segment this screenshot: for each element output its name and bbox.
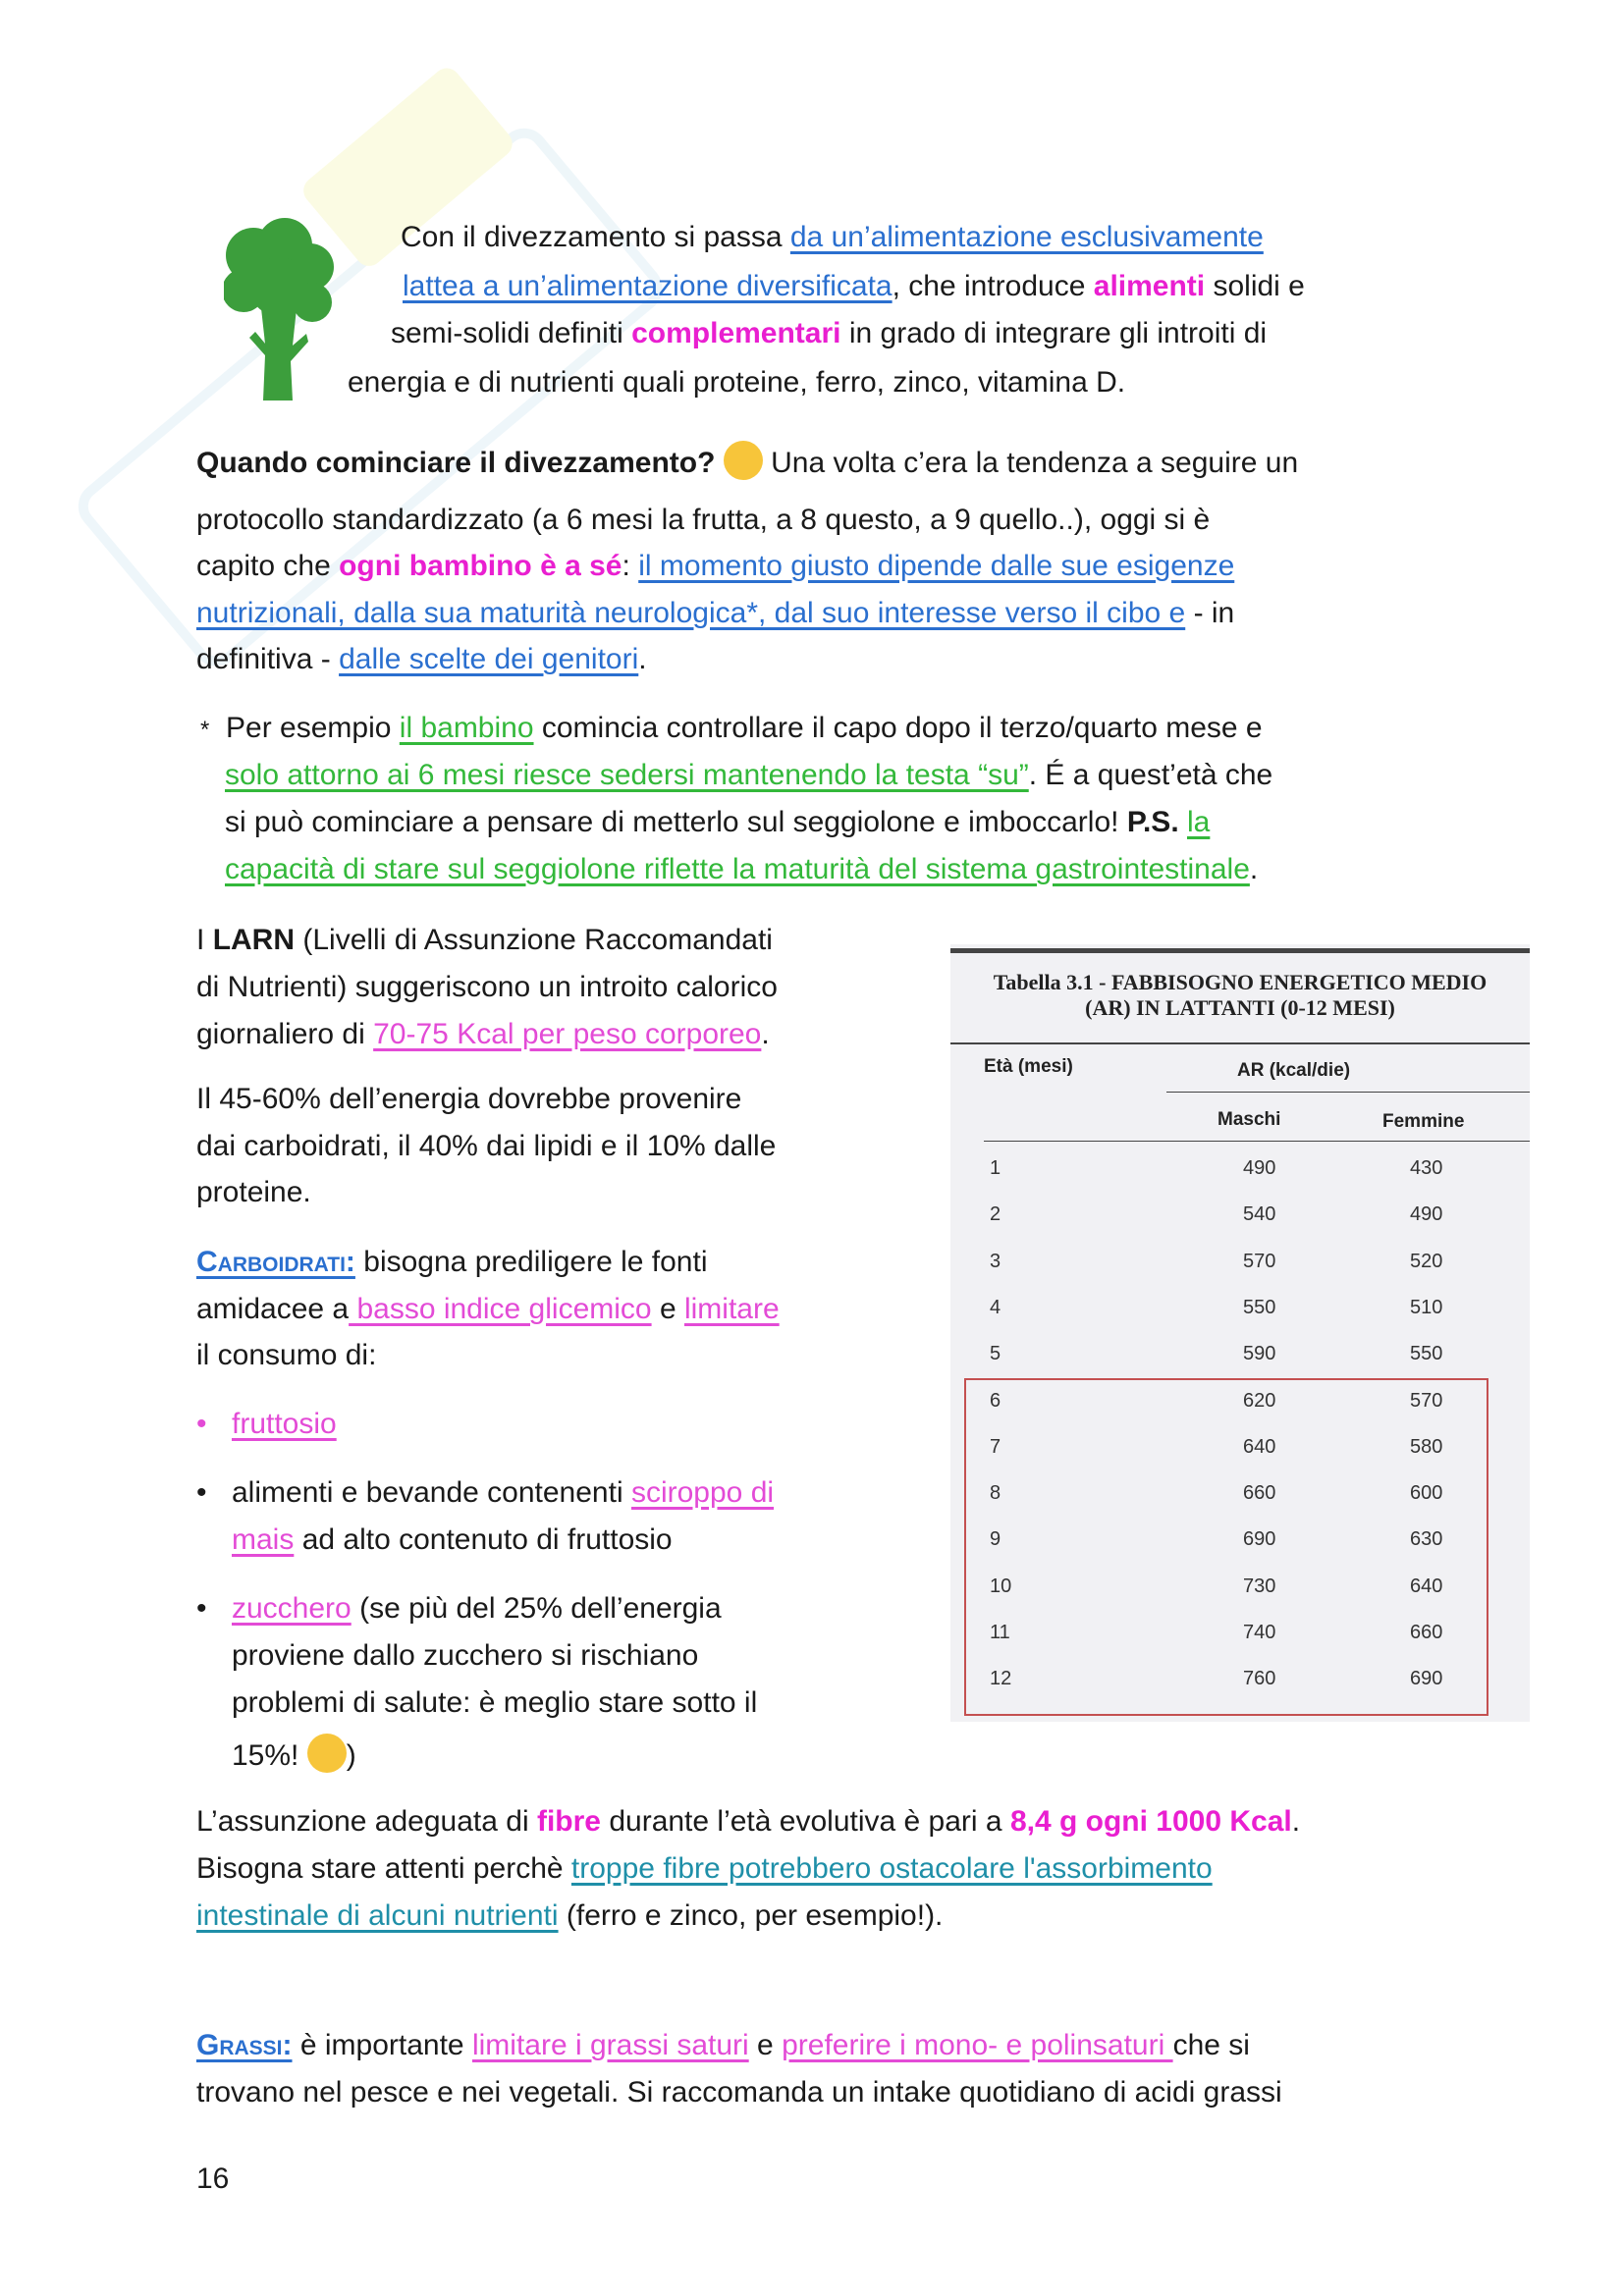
table-title-1: Tabella 3.1 - FABBISOGNO ENERGETICO MEDIO	[993, 970, 1488, 994]
table-cell-age: 2	[990, 1203, 1001, 1226]
table-rule-sub	[1166, 1092, 1530, 1093]
note-link-1[interactable]: il bambino	[399, 712, 534, 744]
carbs-link-2[interactable]: limitare	[683, 1293, 780, 1325]
fats-line-1: Grassi: è importante limitare i grassi saturi e preferire i mono- e polinsaturi che si	[196, 2029, 1250, 2061]
fibre-link-2[interactable]: intestinale di alcuni nutrienti	[196, 1899, 559, 1932]
energy-line-3: proteine.	[196, 1176, 311, 1208]
table-cell-male: 490	[1243, 1157, 1276, 1179]
table-cell-male: 660	[1243, 1482, 1276, 1505]
when-link-2[interactable]: nutrizionali, dalla sua maturità neurologica*, dal suo interesse verso il cibo e	[196, 597, 1186, 629]
carbs-link-1[interactable]: basso indice glicemico	[349, 1293, 652, 1325]
carbs-line-1: Carboidrati: bisogna prediligere le fonti	[196, 1246, 708, 1278]
fats-link-1[interactable]: limitare i grassi saturi	[471, 2029, 749, 2061]
fibre-line-1: L’assunzione adeguata di fibre durante l’età evolutiva è pari a 8,4 g ogni 1000 Kcal.	[196, 1805, 1301, 1838]
table-cell-age: 6	[990, 1389, 1001, 1412]
table-cell-age: 3	[990, 1250, 1001, 1272]
list-item: • alimenti e bevande contenenti sciroppo di mais ad alto contenuto di fruttosio	[196, 1476, 775, 1556]
table-cell-male: 740	[1243, 1622, 1276, 1643]
table-cell-female: 690	[1410, 1668, 1443, 1690]
col-header-ar: AR (kcal/die)	[1237, 1060, 1351, 1081]
energy-line-2: dai carboidrati, il 40% dai lipidi e il 10% dalle	[196, 1130, 777, 1162]
highlight-box	[964, 1378, 1488, 1716]
table-rule-header	[950, 1042, 1530, 1044]
note-line-1: * Per esempio il bambino comincia controllare il capo dopo il terzo/quarto mese e	[200, 712, 1263, 744]
when-line-5: definitiva - dalle scelte dei genitori.	[196, 643, 647, 675]
table-cell-male: 620	[1243, 1389, 1276, 1412]
col-header-male: Maschi	[1217, 1109, 1281, 1130]
table-cell-female: 550	[1410, 1343, 1443, 1365]
table-rule-top	[950, 948, 1530, 953]
table-cell-age: 5	[990, 1343, 1001, 1365]
fibre-link-1[interactable]: troppe fibre potrebbero ostacolare l'assorbimento	[570, 1852, 1213, 1885]
table-cell-age: 4	[990, 1296, 1001, 1318]
table-cell-age: 8	[990, 1482, 1001, 1505]
intro-line-2: lattea a un’alimentazione diversificata, che introduce alimenti solidi e	[403, 270, 1305, 302]
table-title-2: (AR) IN LATTANTI (0-12 MESI)	[1085, 995, 1395, 1020]
intro-link-2[interactable]: lattea a un’alimentazione diversificata	[403, 270, 893, 302]
wink-emoji-icon	[307, 1734, 347, 1773]
carbs-heading: Carboidrati:	[196, 1246, 355, 1278]
when-question: Quando cominciare il divezzamento?	[196, 447, 716, 479]
table-cell-male: 570	[1243, 1250, 1276, 1272]
note-line-2: solo attorno ai 6 mesi riesce sedersi mantenendo la testa “su”. É a quest’età che	[225, 759, 1273, 791]
intro-line-3: semi-solidi definiti complementari in grado di integrare gli introiti di	[391, 317, 1268, 349]
larn-link[interactable]: 70-75 Kcal per peso corporeo	[373, 1018, 762, 1050]
fruttosio-link[interactable]: fruttosio	[232, 1408, 337, 1440]
intro-link-1[interactable]: da un’alimentazione esclusivamente	[789, 221, 1264, 253]
broccoli-icon	[224, 218, 334, 404]
when-line-1: Quando cominciare il divezzamento? Una volta c’era la tendenza a seguire un	[196, 440, 1298, 487]
sciroppo-link-1[interactable]: sciroppo di	[630, 1476, 775, 1509]
table-cell-male: 690	[1243, 1528, 1276, 1551]
larn-line-3: giornaliero di 70-75 Kcal per peso corporeo.	[196, 1018, 770, 1050]
table-cell-male: 730	[1243, 1575, 1276, 1597]
when-line-3: capito che ogni bambino è a sé: il momento giusto dipende dalle sue esigenze	[196, 550, 1235, 582]
table-cell-female: 580	[1410, 1435, 1443, 1458]
list-item: • zucchero (se più del 25% dell’energia proviene dallo zucchero si rischiano problemi di salute: è meglio stare sotto il 15%! )	[196, 1592, 758, 1772]
table-cell-female: 570	[1410, 1389, 1443, 1412]
intro-line-1: Con il divezzamento si passa da un’alimentazione esclusivamente	[401, 221, 1264, 253]
when-link-1[interactable]: il momento giusto dipende dalle sue esigenze	[638, 550, 1235, 582]
table-cell-female: 430	[1410, 1157, 1443, 1179]
larn-line-2: di Nutrienti) suggeriscono un introito calorico	[196, 971, 778, 1003]
fats-line-2: trovano nel pesce e nei vegetali. Si raccomanda un intake quotidiano di acidi grassi	[196, 2076, 1282, 2109]
col-header-female: Femmine	[1382, 1111, 1465, 1132]
col-header-age: Età (mesi)	[984, 1056, 1073, 1077]
page-number: 16	[196, 2163, 230, 2195]
thinking-emoji-icon	[724, 441, 763, 480]
energy-line-1: Il 45-60% dell’energia dovrebbe provenire	[196, 1083, 742, 1115]
table-rule-body	[984, 1141, 1530, 1142]
zucchero-link[interactable]: zucchero	[232, 1592, 352, 1625]
sciroppo-link-2[interactable]: mais	[232, 1523, 295, 1556]
table-cell-female: 510	[1410, 1296, 1443, 1318]
fibre-line-2: Bisogna stare attenti perchè troppe fibre potrebbero ostacolare l'assorbimento	[196, 1852, 1213, 1885]
when-line-4: nutrizionali, dalla sua maturità neurologica*, dal suo interesse verso il cibo e - in	[196, 597, 1235, 629]
fibre-line-3: intestinale di alcuni nutrienti (ferro e zinco, per esempio!).	[196, 1899, 944, 1932]
list-item: • fruttosio	[196, 1408, 337, 1440]
note-link-2[interactable]: solo attorno ai 6 mesi riesce sedersi mantenendo la testa “su”	[225, 759, 1029, 791]
table-cell-female: 640	[1410, 1575, 1443, 1597]
carbs-line-3: il consumo di:	[196, 1339, 377, 1371]
table-cell-male: 540	[1243, 1203, 1276, 1226]
table-cell-female: 490	[1410, 1203, 1443, 1226]
table-cell-age: 7	[990, 1435, 1001, 1458]
table-cell-male: 590	[1243, 1343, 1276, 1365]
table-cell-female: 660	[1410, 1622, 1443, 1643]
table-cell-age: 11	[990, 1622, 1010, 1643]
when-link-3[interactable]: dalle scelte dei genitori	[339, 643, 639, 675]
note-line-3: si può cominciare a pensare di metterlo sul seggiolone e imboccarlo! P.S. la	[225, 806, 1211, 838]
table-cell-age: 1	[990, 1157, 1001, 1179]
note-line-4: capacità di stare sul seggiolone riflette la maturità del sistema gastrointestinale.	[225, 853, 1259, 885]
table-cell-female: 520	[1410, 1250, 1443, 1272]
carbs-bullet-list	[196, 1401, 884, 1801]
table-cell-male: 760	[1243, 1668, 1276, 1690]
larn-line-1: I LARN (Livelli di Assunzione Raccomandati	[196, 924, 773, 956]
when-line-2: protocollo standardizzato (a 6 mesi la frutta, a 8 questo, a 9 quello..), oggi si è	[196, 504, 1211, 536]
intro-line-4: energia e di nutrienti quali proteine, ferro, zinco, vitamina D.	[348, 366, 1126, 399]
note-link-3[interactable]: la	[1187, 806, 1211, 838]
table-cell-age: 9	[990, 1528, 1001, 1551]
carbs-line-2: amidacee a basso indice glicemico e limitare	[196, 1293, 780, 1325]
note-link-4[interactable]: capacità di stare sul seggiolone riflette la maturità del sistema gastrointestinale	[225, 853, 1250, 885]
table-cell-age: 10	[990, 1575, 1012, 1597]
fats-link-2[interactable]: preferire i mono- e polinsaturi	[782, 2029, 1173, 2061]
table-cell-male: 640	[1243, 1435, 1276, 1458]
fats-heading: Grassi:	[196, 2029, 293, 2061]
table-cell-female: 630	[1410, 1528, 1443, 1551]
table-cell-female: 600	[1410, 1482, 1443, 1505]
energy-table-image	[950, 944, 1530, 1722]
table-cell-male: 550	[1243, 1296, 1276, 1318]
table-cell-age: 12	[990, 1668, 1012, 1690]
